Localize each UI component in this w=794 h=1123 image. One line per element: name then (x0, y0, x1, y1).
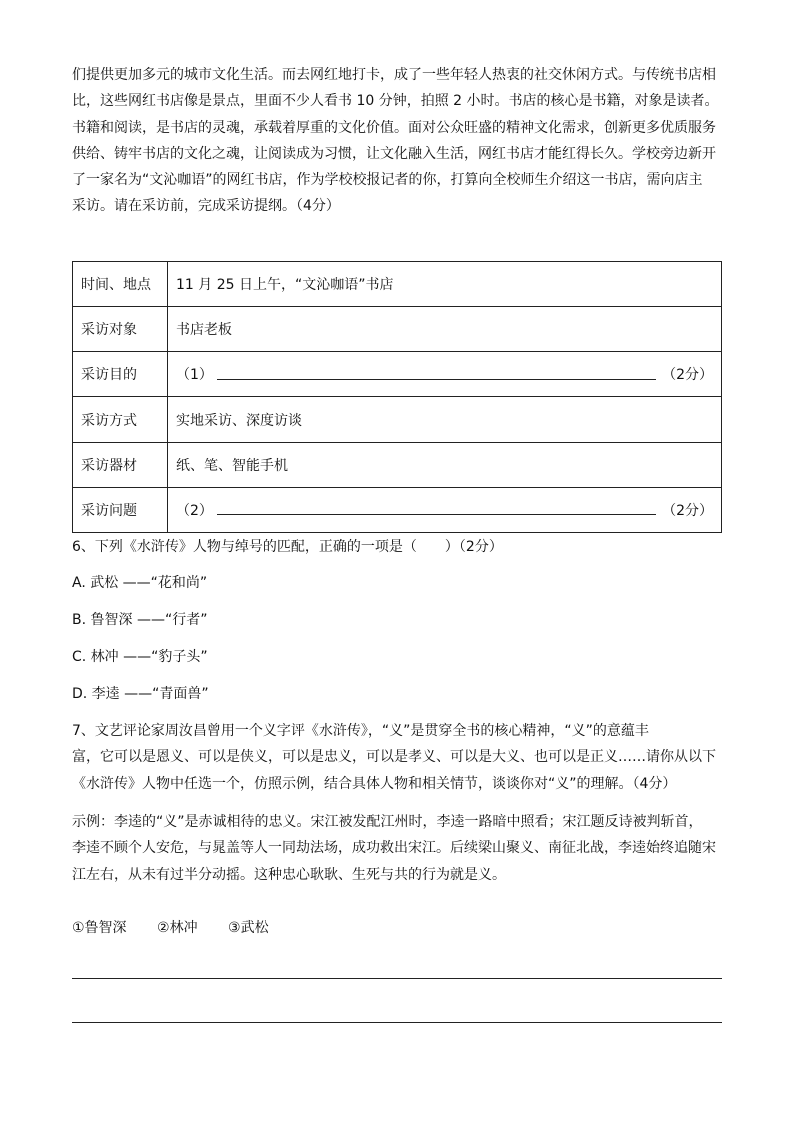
row-label: 采访器材 (73, 442, 168, 487)
row-label: 时间、地点 (73, 262, 168, 307)
question-7-example (72, 809, 722, 888)
row-value: 纸、笔、智能手机 (168, 442, 722, 487)
question-answer-cell (168, 487, 722, 532)
example-line: 李逵不顾个人安危，与晁盖等人一同劫法场，成功救出宋江。后续梁山聚义、南征北战，李逵始终追随宋 (72, 840, 716, 857)
answer-line[interactable] (72, 1022, 722, 1023)
purpose-answer-cell (168, 352, 722, 397)
row-label: 采访目的 (73, 352, 168, 397)
answer-blank[interactable] (217, 504, 656, 515)
stem-line: 《水浒传》人物中任选一个，仿照示例，结合具体人物和相关情节，谈谈你对“义”的理解。（4分） (72, 775, 677, 792)
table-row (73, 352, 722, 397)
score-label: （2分） (662, 367, 713, 384)
table-row (73, 487, 722, 532)
intro-line: 书籍和阅读，是书店的灵魂，承载着厚重的文化价值。面对公众旺盛的精神文化需求，创新更多优质服务 (72, 119, 716, 136)
table-row (73, 442, 722, 487)
intro-line: 供给、铸牢书店的文化之魂，让阅读成为习惯，让文化融入生活，网红书店才能红得长久。学校旁边新开 (72, 145, 716, 162)
score-label: （2分） (662, 502, 713, 519)
row-value: 实地采访、深度访谈 (168, 397, 722, 442)
row-value: 书店老板 (168, 307, 722, 352)
intro-line: 们提供更加多元的城市文化生活。而去网红地打卡，成了一些年轻人热衷的社交休闲方式。与传统书店相 (72, 67, 716, 83)
stem-line: 7、文艺评论家周汝昌曾用一个义字评《水浒传》，“义”是贯穿全书的核心精神，“义”的意蕴丰 (72, 723, 649, 739)
intro-line: 比，这些网红书店像是景点，里面不少人看书 10 分钟，拍照 2 小时。书店的核心是书籍，对象是读者。 (72, 93, 719, 110)
choice-item: ①鲁智深 (72, 920, 127, 936)
answer-number: （1） (176, 367, 213, 384)
choice-item: ③武松 (228, 920, 269, 936)
table-row (73, 262, 722, 307)
intro-passage (72, 62, 722, 220)
character-choices (72, 918, 722, 938)
example-line: 江左右，从未有过半分动摇。这种忠心耿耿、生死与共的行为就是义。 (72, 866, 506, 883)
question-6-stem: 6、下列《水浒传》人物与绰号的匹配，正确的一项是（ ）（2分） (72, 539, 503, 555)
option-d: D. 李逵 ——“青面兽” (72, 686, 209, 702)
row-label: 采访对象 (73, 307, 168, 352)
choice-item: ②林冲 (157, 920, 198, 936)
option-c: C. 林冲 ——“豹子头” (72, 649, 208, 665)
row-value: 11 月 25 日上午，“文沁咖语”书店 (168, 262, 722, 307)
answer-line[interactable] (72, 978, 722, 979)
example-line: 示例：李逵的“义”是赤诚相待的忠义。宋江被发配江州时，李逵一路暗中照看；宋江题反诗被判斩首， (72, 814, 703, 830)
option-b: B. 鲁智深 ——“行者” (72, 612, 208, 628)
table-row (73, 397, 722, 442)
intro-line: 了一家名为“文沁咖语”的网红书店，作为学校校报记者的你，打算向全校师生介绍这一书店，需向店主 (72, 172, 703, 189)
intro-line: 采访。请在采访前，完成采访提纲。（4分） (72, 198, 340, 215)
table-row (73, 307, 722, 352)
answer-number: （2） (176, 502, 213, 519)
row-label: 采访方式 (73, 397, 168, 442)
stem-line: 富，它可以是恩义、可以是侠义，可以是忠义，可以是孝义、可以是大义、也可以是正义……请你从以下 (72, 749, 716, 766)
option-a: A. 武松 ——“花和尚” (72, 575, 208, 591)
answer-blank[interactable] (217, 369, 656, 380)
interview-outline-table (72, 261, 722, 533)
question-7-stem (72, 718, 722, 797)
row-label: 采访问题 (73, 487, 168, 532)
